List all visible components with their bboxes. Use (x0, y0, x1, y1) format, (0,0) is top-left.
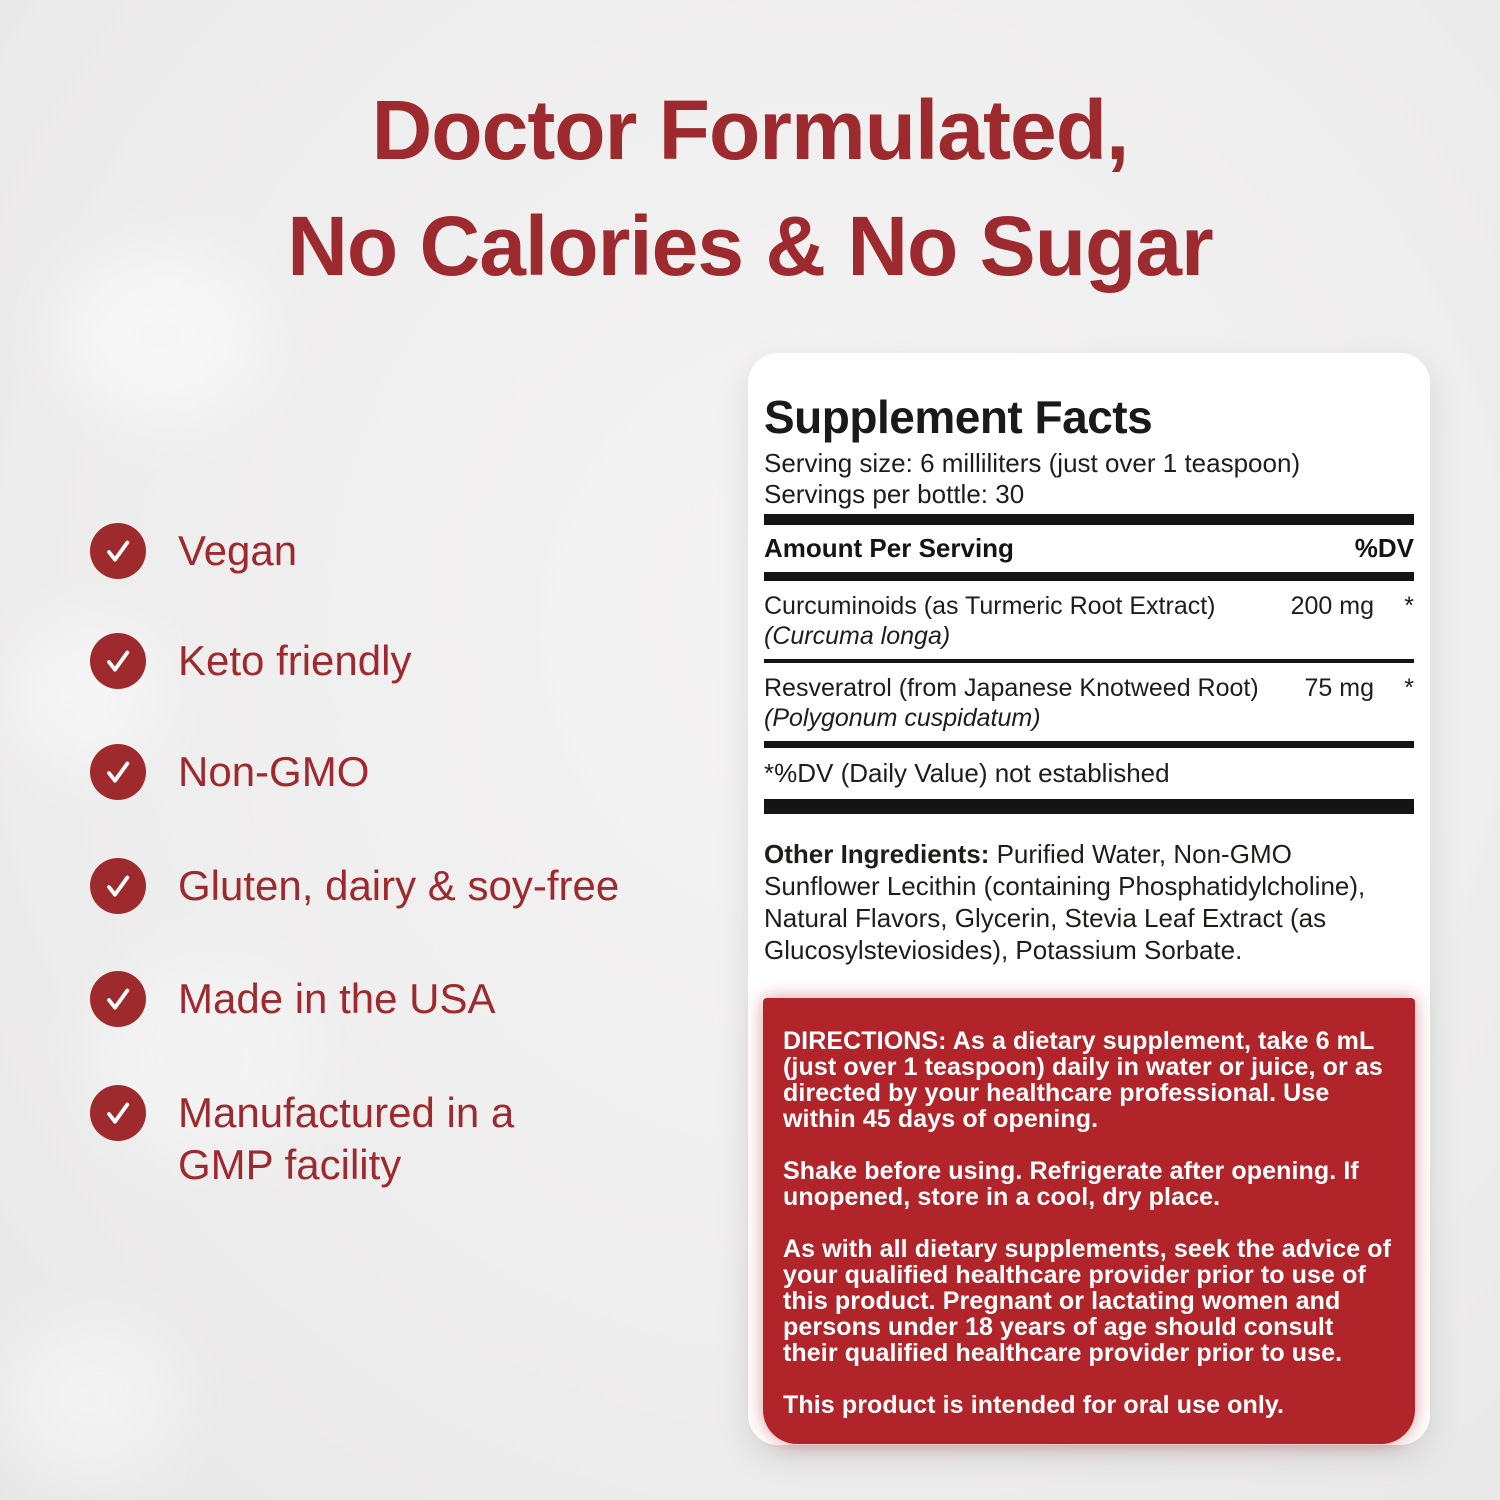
supplement-facts-title: Supplement Facts (764, 391, 1153, 443)
headline-line-1: Doctor Formulated, (371, 83, 1129, 177)
benefit-label: Made in the USA (178, 975, 496, 1022)
ingredient-dv: * (1404, 674, 1414, 702)
ingredient-row-curcuminoids (764, 581, 1414, 663)
directions-label: DIRECTIONS: (783, 1027, 947, 1055)
serving-size: Serving size: 6 milliliters (just over 1 teaspoon) (764, 448, 1301, 478)
divider-thick (764, 514, 1414, 525)
benefit-label: Vegan (178, 527, 298, 574)
benefit-item-keto-friendly (90, 633, 411, 689)
benefit-label: Gluten, dairy & soy-free (178, 862, 620, 909)
benefit-item-non-gmo (90, 744, 369, 800)
benefit-label: Manufactured in a GMP facility (178, 1089, 515, 1188)
ingredient-row-resveratrol (764, 663, 1414, 741)
directions-paragraph-3: As with all dietary supplements, seek the advice of your qualified healthcare provider prior to use of this product. Pregnant or lactating women and persons under 18 years of age should consult their qualified healthcare provider prior to use. (783, 1235, 1392, 1367)
check-icon (90, 1085, 146, 1141)
servings-per-bottle: Servings per bottle: 30 (764, 479, 1025, 509)
bokeh-blob (0, 1320, 180, 1480)
ingredient-amount: 75 mg (1304, 674, 1374, 702)
benefit-label: Keto friendly (178, 637, 412, 684)
ingredient-latin-name: (Polygonum cuspidatum) (764, 704, 1041, 732)
ingredient-dv: * (1404, 592, 1414, 620)
divider-thick (764, 799, 1414, 814)
headline (0, 72, 1500, 304)
dv-note: *%DV (Daily Value) not established (764, 758, 1170, 788)
ingredient-name: Resveratrol (from Japanese Knotweed Root) (764, 674, 1259, 702)
headline-line-2: No Calories & No Sugar (287, 199, 1213, 293)
directions-paragraph-4: This product is intended for oral use only. (783, 1391, 1285, 1419)
benefit-item-gluten-dairy-soy-free (90, 858, 619, 914)
ingredient-amount: 200 mg (1290, 592, 1374, 620)
supplement-facts-panel (748, 353, 1430, 1445)
divider-medium (764, 572, 1414, 581)
other-ingredients-label: Other Ingredients: (764, 839, 990, 869)
check-icon (90, 858, 146, 914)
amount-per-serving-header: Amount Per Serving (764, 533, 1014, 563)
check-icon (90, 633, 146, 689)
facts-header-row (764, 525, 1414, 572)
other-ingredients (764, 838, 1414, 966)
directions-paragraph-1 (783, 1028, 1395, 1132)
benefit-item-vegan (90, 523, 297, 579)
benefit-label: Non-GMO (178, 748, 370, 795)
ingredient-latin-name: (Curcuma longa) (764, 622, 951, 650)
benefit-item-made-in-usa (90, 971, 496, 1027)
dv-header: %DV (1354, 533, 1414, 563)
directions-text-1: As a dietary supplement, take 6 mL (just over 1 teaspoon) daily in water or juice, or as directed by your healthcare professional. Use within 45 days of opening. (783, 1027, 1383, 1133)
directions-panel (763, 998, 1415, 1444)
check-icon (90, 523, 146, 579)
other-ingredients-text: Purified Water, Non-GMO Sunflower Lecithin (containing Phosphatidylcholine), Natural Flavors, Glycerin, Stevia Leaf Extract (as Glucosylsteviosides), Potassium Sorbate. (764, 839, 1366, 965)
benefit-item-gmp-facility (90, 1085, 523, 1191)
check-icon (90, 971, 146, 1027)
divider-medium (764, 741, 1414, 748)
directions-paragraph-2: Shake before using. Refrigerate after opening. If unopened, store in a cool, dry place. (783, 1157, 1359, 1211)
check-icon (90, 744, 146, 800)
ingredient-name: Curcuminoids (as Turmeric Root Extract) (764, 592, 1216, 620)
